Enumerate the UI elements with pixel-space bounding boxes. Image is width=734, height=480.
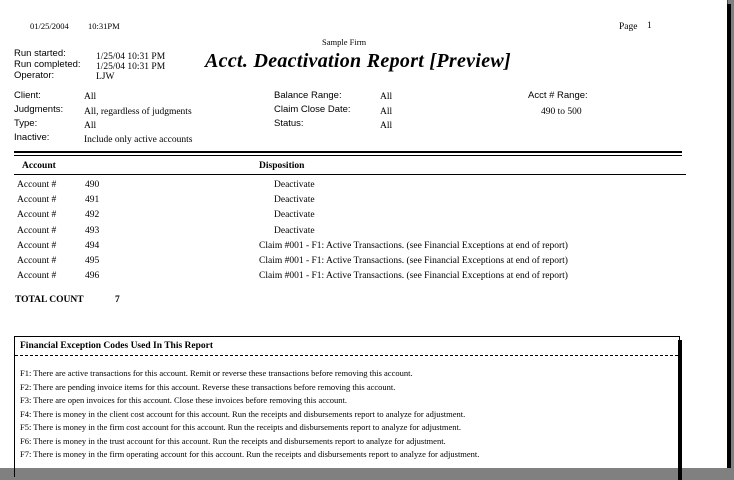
client-value: All: [84, 92, 97, 102]
exception-item: F1: There are active transactions for this account. Remit or reverse these transactions before removing this account.: [20, 368, 413, 378]
account-label: Account #: [17, 195, 57, 206]
account-disposition: Claim #001 - F1: Active Transactions. (see Financial Exceptions at end of report): [259, 240, 568, 251]
operator-value: LJW: [96, 72, 115, 82]
claim-close-date-value: All: [380, 107, 393, 117]
header-divider-thick: [14, 151, 682, 153]
operator-label: Operator:: [14, 70, 55, 81]
page-shadow: [727, 4, 731, 468]
run-completed-label: Run completed:: [14, 59, 81, 70]
account-number: 494: [85, 240, 100, 251]
account-label: Account #: [17, 240, 57, 251]
account-number: 491: [85, 195, 100, 206]
type-value: All: [84, 121, 97, 131]
header-divider-thin: [14, 155, 682, 156]
balance-range-label: Balance Range:: [274, 90, 342, 101]
account-number: 495: [85, 256, 100, 266]
account-label: Account #: [17, 210, 57, 221]
client-label: Client:: [14, 90, 41, 101]
claim-close-date-label: Claim Close Date:: [274, 104, 351, 115]
page-number: 1: [647, 21, 652, 31]
page-label: Page: [619, 22, 638, 32]
firm-name: Sample Firm: [322, 37, 367, 47]
account-disposition: Deactivate: [274, 210, 315, 221]
acct-range-value: 490 to 500: [541, 107, 582, 117]
account-label: Account #: [17, 225, 57, 236]
run-started-label: Run started:: [14, 48, 66, 59]
acct-range-label: Acct # Range:: [528, 90, 588, 101]
account-number: 490: [85, 180, 100, 190]
account-label: Account #: [17, 256, 57, 266]
account-disposition: Deactivate: [274, 180, 315, 190]
account-disposition: Deactivate: [274, 225, 315, 236]
total-count-label: TOTAL COUNT: [15, 295, 84, 305]
report-time: 10:31PM: [88, 21, 120, 31]
exception-item: F4: There is money in the client cost account for this account. Run the receipts and disbursements report to analyze for adjustment.: [20, 408, 466, 419]
judgments-label: Judgments:: [14, 104, 64, 115]
account-disposition: Claim #001 - F1: Active Transactions. (see Financial Exceptions at end of report): [259, 256, 568, 266]
judgments-value: All, regardless of judgments: [84, 107, 192, 117]
exception-item: F7: There is money in the firm operating account for this account. Run the receipts and disbursements report to analyze for adjustment.: [20, 449, 480, 459]
exception-item: F5: There is money in the firm cost account for this account. Run the receipts and disbursements report to analyze for adjustment.: [20, 422, 462, 432]
total-count-value: 7: [115, 295, 120, 305]
account-number: 492: [85, 210, 100, 221]
run-started-value: 1/25/04 10:31 PM: [96, 52, 166, 62]
account-number: 493: [85, 225, 100, 236]
exceptions-title-divider: [15, 355, 678, 356]
balance-range-value: All: [380, 92, 393, 102]
status-value: All: [380, 121, 393, 131]
account-label: Account #: [17, 271, 57, 282]
column-header-disposition: Disposition: [259, 161, 305, 171]
account-disposition: Claim #001 - F1: Active Transactions. (see Financial Exceptions at end of report): [259, 271, 568, 282]
account-number: 496: [85, 271, 100, 282]
column-header-rule: [14, 174, 686, 175]
report-date: 01/25/2004: [30, 21, 69, 31]
run-completed-value: 1/25/04 10:31 PM: [96, 62, 166, 72]
exception-item: F6: There is money in the trust account for this account. Run the receipts and disbursements report to analyze for adjustment.: [20, 435, 446, 446]
column-header-account: Account: [22, 161, 56, 171]
exception-item: F2: There are pending invoice items for this account. Reverse these transactions before removing this account.: [20, 381, 396, 392]
account-label: Account #: [17, 180, 57, 190]
exceptions-title: Financial Exception Codes Used In This Report: [20, 341, 214, 351]
exception-item: F3: There are open invoices for this account. Close these invoices before removing this account.: [20, 395, 347, 405]
page-title: Acct. Deactivation Report [Preview]: [205, 50, 511, 72]
account-disposition: Deactivate: [274, 195, 315, 206]
inactive-label: Inactive:: [14, 132, 50, 143]
status-label: Status:: [274, 118, 304, 129]
type-label: Type:: [14, 118, 38, 129]
inactive-value: Include only active accounts: [84, 135, 193, 145]
